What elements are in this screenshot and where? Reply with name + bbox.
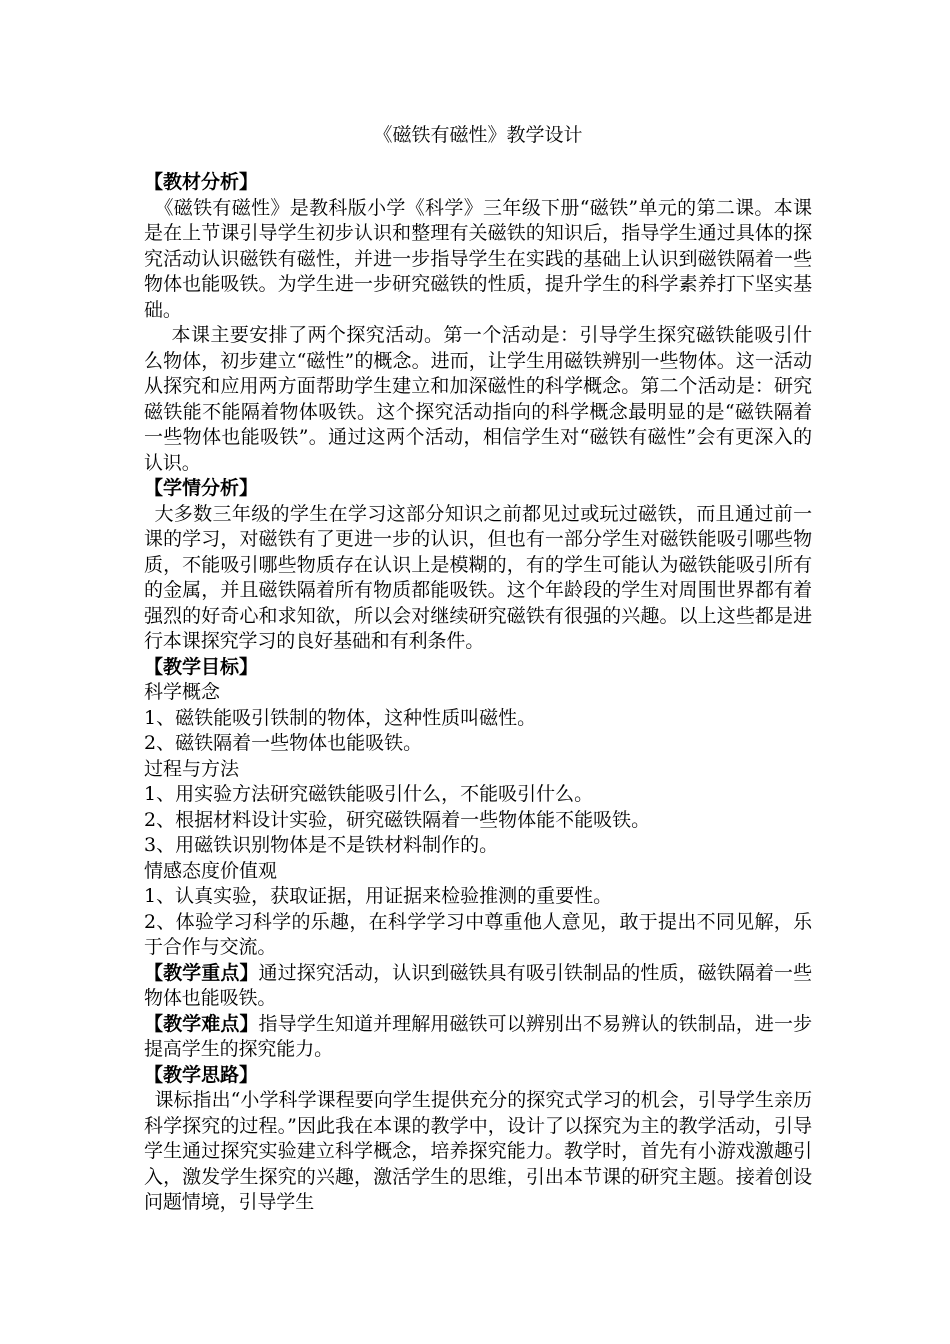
goal-item: 2、磁铁隔着一些物体也能吸铁。 [144,732,423,754]
goal-group-label: 科学概念 [144,681,221,703]
material-paragraph-2: 本课主要安排了两个探究活动。第一个活动是：引导学生探究磁铁能吸引什么物体，初步建立“磁性”的概念。进而，让学生用磁铁辨别一些物体。这一活动从探究和应用两方面帮助学生建立和加深磁性的科学概念。第二个活动是：研究磁铁能不能隔着物体吸铁。这个探究活动指向的科学概念最明显的是“磁铁隔着一些物体也能吸铁”。通过这两个活动，相信学生对“磁铁有磁性”会有更深入的认识。 [144,324,812,474]
approach-paragraph-1: 课标指出“小学科学课程要向学生提供充分的探究式学习的机会，引导学生亲历科学探究的过程。”因此我在本课的教学中，设计了以探究为主的教学活动，引导学生通过探究实验建立科学概念，培养探究能力。教学时，首先有小游戏激趣引入，激发学生探究的兴趣，激活学生的思维，引出本节课的研究主题。接着创设问题情境，引导学生 [144,1089,812,1213]
heading-teaching-approach: 【教学思路】 [144,1063,259,1086]
goal-item: 1、磁铁能吸引铁制的物体，这种性质叫磁性。 [144,706,537,729]
heading-key-point: 【教学重点】 [144,961,259,984]
document-title: 《磁铁有磁性》教学设计 [373,124,583,146]
heading-teaching-goals: 【教学目标】 [144,655,259,678]
goal-item: 1、用实验方法研究磁铁能吸引什么，不能吸引什么。 [144,783,594,805]
document-page [144,120,812,1216]
key-point-paragraph [144,961,812,1012]
goal-group-label: 情感态度价值观 [144,859,278,882]
material-paragraph-1: 《磁铁有磁性》是教科版小学《科学》三年级下册“磁铁”单元的第二课。本课是在上节课引导学生初步认识和整理有关磁铁的知识后，指导学生通过具体的探究活动认识磁铁有磁性，并进一步指导学生在实践的基础上认识到磁铁隔着一些物体也能吸铁。为学生进一步研究磁铁的性质，提升学生的科学素养打下坚实基础。 [144,196,812,321]
heading-material-analysis: 【教材分析】 [144,171,259,193]
goal-item: 1、认真实验，获取证据，用证据来检验推测的重要性。 [144,885,613,907]
goal-item: 3、用磁铁识别物体是不是铁材料制作的。 [144,834,499,856]
heading-student-analysis: 【学情分析】 [144,477,259,499]
goal-item: 2、根据材料设计实验，研究磁铁隔着一些物体能不能吸铁。 [144,808,651,831]
heading-difficulty: 【教学难点】 [144,1012,259,1035]
key-point-text: 通过探究活动，认识到磁铁具有吸引铁制品的性质，磁铁隔着一些物体也能吸铁。 [144,961,812,1009]
goal-item: 2、体验学习科学的乐趣，在科学学习中尊重他人意见，敢于提出不同见解，乐于合作与交流。 [144,910,812,958]
difficulty-paragraph [144,1012,812,1063]
difficulty-text: 指导学生知道并理解用磁铁可以辨别出不易辨认的铁制品，进一步提高学生的探究能力。 [144,1012,812,1060]
goal-group-label: 过程与方法 [144,757,240,780]
students-paragraph-1: 大多数三年级的学生在学习这部分知识之前都见过或玩过磁铁，而且通过前一课的学习，对磁铁有了更进一步的认识，但也有一部分学生对磁铁能吸引哪些物质，不能吸引哪些物质存在认识上是模糊的，有的学生可能认为磁铁能吸引所有的金属，并且磁铁隔着所有物质都能吸铁。这个年龄段的学生对周围世界都有着强烈的好奇心和求知欲，所以会对继续研究磁铁有很强的兴趣。以上这些都是进行本课探究学习的良好基础和有利条件。 [144,502,812,652]
